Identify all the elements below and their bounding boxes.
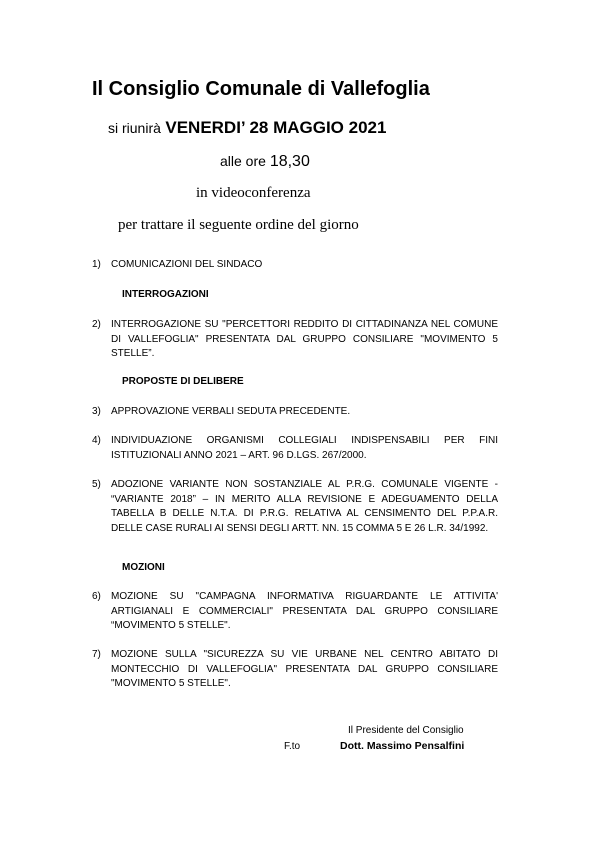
agenda-item-text: MOZIONE SU "CAMPAGNA INFORMATIVA RIGUARDANTE LE ATTIVITA' ARTIGIANALI E COMMERCIALI" PRESENTATA DAL GRUPPO CONSILIARE “MOVIMENTO 5 STELLE". <box>111 591 498 631</box>
agenda-item-number: 4) <box>92 435 101 446</box>
agenda-item <box>92 434 498 463</box>
agenda-item-text: APPROVAZIONE VERBALI SEDUTA PRECEDENTE. <box>111 406 351 417</box>
section-proposte: PROPOSTE DI DELIBERE <box>122 376 244 387</box>
agenda-item-number: 6) <box>92 591 101 602</box>
page-title: Il Consiglio Comunale di Vallefoglia <box>92 78 430 100</box>
agenda-item-text: INDIVIDUAZIONE ORGANISMI COLLEGIALI INDISPENSABILI PER FINI ISTITUZIONALI ANNO 2021 – ART. 96 D.LGS. 267/2000. <box>111 435 498 461</box>
meeting-time: 18,30 <box>269 153 310 170</box>
signature-name: Dott. Massimo Pensalfini <box>340 740 465 752</box>
section-mozioni: MOZIONI <box>122 562 165 573</box>
agenda-item-number: 5) <box>92 479 101 490</box>
agenda-item-number: 3) <box>92 406 101 417</box>
agenda-item-text: INTERROGAZIONE SU "PERCETTORI REDDITO DI CITTADINANZA NEL COMUNE DI VALLEFOGLIA" PRESENTATA DAL GRUPPO CONSILIARE "MOVIMENTO 5 STELLE”. <box>111 319 498 359</box>
agenda-item <box>92 478 498 536</box>
agenda-item <box>92 405 498 420</box>
meeting-mode: in videoconferenza <box>196 185 311 201</box>
agenda-item <box>92 648 498 692</box>
agenda-item <box>92 318 498 362</box>
meeting-date: VENERDI’ 28 MAGGIO 2021 <box>165 118 387 137</box>
agenda-item <box>92 258 498 273</box>
date-prefix: si riunirà <box>108 120 161 136</box>
meeting-date-line <box>108 118 386 138</box>
agenda-item-text: MOZIONE SULLA "SICUREZZA SU VIE URBANE NEL CENTRO ABITATO DI MONTECCHIO DI VALLEFOGLIA" PRESENTATA DAL GRUPPO CONSILIARE "MOVIMENTO 5 STELLE". <box>111 649 498 689</box>
agenda-item <box>92 590 498 634</box>
agenda-item-text: ADOZIONE VARIANTE NON SOSTANZIALE AL P.R.G. COMUNALE VIGENTE - “VARIANTE 2018” – IN MERITO ALLA REVISIONE E ADEGUAMENTO DELLA TABELLA B DELLE N.T.A. DI P.R.G. RELATIVA AL CENSIMENTO DEL P.P.A.R. DELLE CASE RURALI AI SENSI DEGLI ARTT. NN. 15 COMMA 5 E 26 L.R. 34/1992. <box>111 479 498 534</box>
signature-fto: F.to <box>284 741 301 752</box>
time-prefix: alle ore <box>220 153 266 169</box>
agenda-item-text: COMUNICAZIONI DEL SINDACO <box>111 259 263 270</box>
agenda-item-number: 2) <box>92 319 101 330</box>
section-interrogazioni: INTERROGAZIONI <box>122 289 209 300</box>
meeting-time-line <box>220 153 310 171</box>
agenda-item-number: 1) <box>92 259 101 270</box>
agenda-intro: per trattare il seguente ordine del giorno <box>118 217 359 233</box>
signature-role: Il Presidente del Consiglio <box>348 725 464 736</box>
agenda-item-number: 7) <box>92 649 101 660</box>
